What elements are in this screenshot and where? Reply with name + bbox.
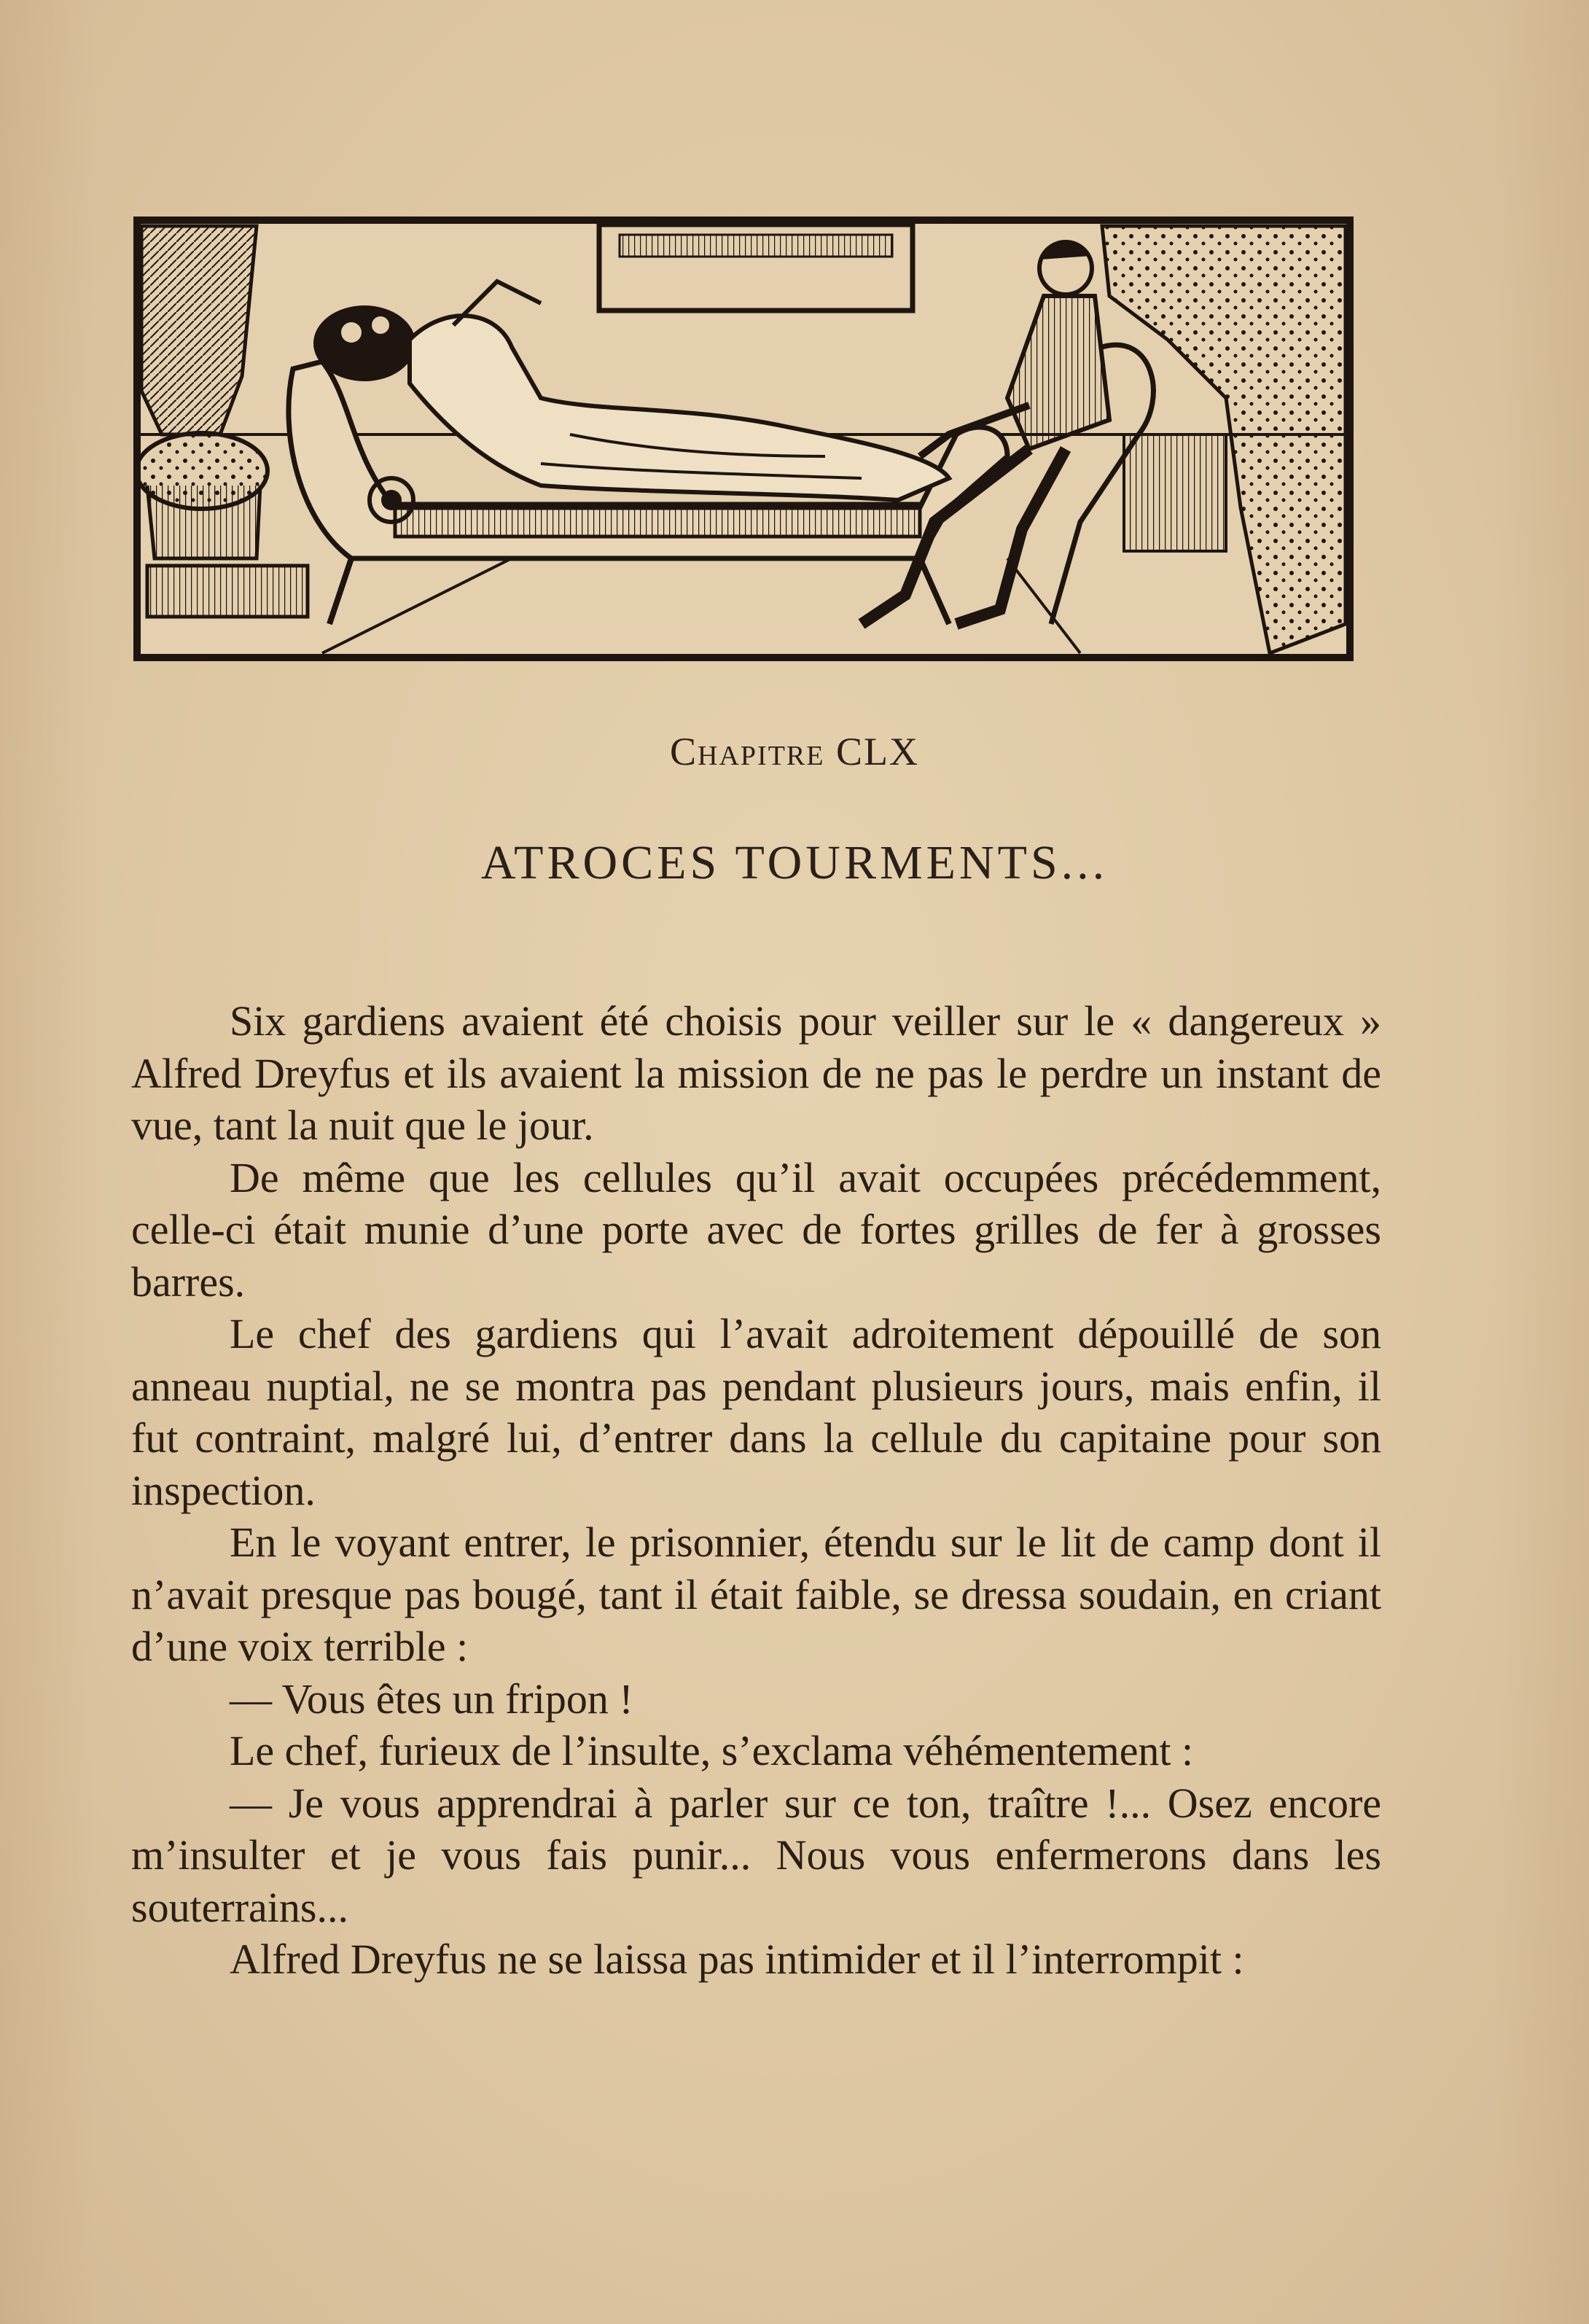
- chapter-label-text: Chapitre CLX: [670, 730, 919, 773]
- paragraph-2: De même que les cellules qu’il avait occupées précédemment, celle-ci était munie d’une porte avec de fortes grilles de fer à grosses barres.: [131, 1153, 1381, 1306]
- paragraph-3: Le chef des gardiens qui l’avait adroitement dépouillé de son anneau nuptial, ne se montra pas pendant plusieurs jours, mais enfin, il fut contraint, malgré lui, d’entrer dans la cellule du capitaine pour son inspection.: [131, 1310, 1381, 1514]
- chapter-title: ATROCES TOURMENTS...: [480, 836, 1109, 889]
- paragraph-7-dialogue: — Je vous apprendrai à parler sur ce ton, traître !... Osez encore m’insulter et je vous fais punir... Nous vous enfermerons dans les souterrains...: [131, 1779, 1381, 1931]
- engraving-reclining-woman-and-seated-officer-icon: [133, 216, 1354, 662]
- chapter-label: [0, 729, 1589, 774]
- paragraph-5-dialogue: — Vous êtes un fripon !: [230, 1674, 633, 1723]
- paragraph-1: Six gardiens avaient été choisis pour veiller sur le « dangereux » Alfred Dreyfus et ils avaient la mission de ne pas le perdre un instant de vue, tant la nuit que le jour.: [131, 997, 1381, 1149]
- chapter-illustration: [133, 216, 1354, 662]
- paragraph-8: Alfred Dreyfus ne se laissa pas intimider et il l’interrompit :: [230, 1935, 1244, 1983]
- body-text: [131, 995, 1381, 1986]
- paragraph-6: Le chef, furieux de l’insulte, s’exclama véhémentement :: [230, 1727, 1194, 1774]
- paragraph-4: En le voyant entrer, le prisonnier, étendu sur le lit de camp dont il n’avait presque pas bougé, tant il était faible, se dressa soudain, en criant d’une voix terrible :: [131, 1518, 1381, 1670]
